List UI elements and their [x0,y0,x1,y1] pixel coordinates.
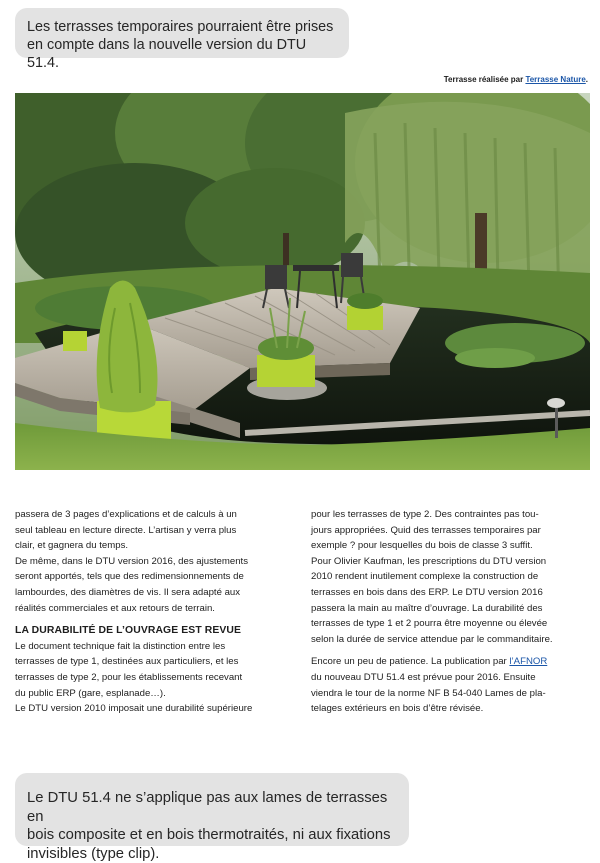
col-right-line: 2010 rendent inutilement complexe la construction de [311,569,591,585]
col-left-intro-line: clair, et gagnera du temps. [15,538,305,554]
col-right-line: passera la main au maître d’ouvrage. La durabilité des [311,601,591,617]
col-right-line: terrasses de type 1 et 2 pourra être moyenne ou élevée [311,616,591,632]
article-column-right [311,507,591,717]
col-left-body-line: Le DTU version 2010 imposait une durabilité supérieure [15,701,305,717]
caption-prefix: Terrasse réalisée par [444,75,526,84]
col-right-line: selon la durée de service attendue par le commanditaire. [311,632,591,648]
col-right-line: jours appropriées. Quid des terrasses temporaires par [311,523,591,539]
col-left-body-line: du public ERP (gare, esplanade…). [15,686,305,702]
section-heading-durabilite: LA DURABILITÉ DE L’OUVRAGE EST REVUE [15,623,305,639]
col-left-intro-line: De même, dans le DTU version 2016, des ajustements [15,554,305,570]
pull-quote-bottom-line-2: bois composite et en bois thermotraités, ni aux fixations [27,826,397,845]
col-left-body-line: terrasses de type 2, pour les établissements recevant [15,670,305,686]
paragraph-gap [311,647,591,654]
col-right-line: terrasses en bois dans des ERP. Le DTU version 2016 [311,585,591,601]
col-right-line: Pour Olivier Kaufman, les prescriptions du DTU version [311,554,591,570]
col-left-body-line: terrasses de type 1, destinées aux particuliers, et les [15,654,305,670]
pull-quote-top-line-2: en compte dans la nouvelle version du DTU 51.4. [27,36,337,72]
pull-quote-bottom-line-3: invisibles (type clip). [27,845,397,863]
photo-caption [444,75,588,84]
col-right-line: telages extérieurs en bois d’être révisée. [311,701,591,717]
photo-illustration [15,93,590,470]
afnor-line-prefix: Encore un peu de patience. La publication par [311,656,509,667]
pull-quote-bottom [15,773,409,846]
pull-quote-top-line-1: Les terrasses temporaires pourraient être prises [27,18,337,36]
garden-pond-terrace-photo [15,93,590,470]
col-right-afnor-line [311,654,591,670]
col-left-intro-line: seul tableau en lecture directe. L’artisan y verra plus [15,523,305,539]
col-right-line: exemple ? pour lesquelles du bois de classe 3 suffit. [311,538,591,554]
pull-quote-top [15,8,349,58]
pull-quote-bottom-line-1: Le DTU 51.4 ne s’applique pas aux lames de terrasses en [27,789,397,826]
col-left-intro-line: réalités commerciales et aux retours de terrain. [15,601,305,617]
article-column-left [15,507,305,717]
col-right-line: pour les terrasses de type 2. Des contraintes pas tou- [311,507,591,523]
col-left-intro-line: lambourdes, des diamètres de vis. Il sera adapté aux [15,585,305,601]
col-right-line: du nouveau DTU 51.4 est prévue pour 2016. Ensuite [311,670,591,686]
afnor-link[interactable]: l’AFNOR [509,656,547,667]
col-left-body-line: Le document technique fait la distinction entre les [15,639,305,655]
caption-suffix: . [586,75,588,84]
col-right-line: viendra le tour de la norme NF B 54-040 Lames de pla- [311,686,591,702]
caption-link-terrasse-nature[interactable]: Terrasse Nature [525,75,585,84]
col-left-intro-line: seront apportés, tels que des redimensionnements de [15,569,305,585]
col-left-intro-line: passera de 3 pages d’explications et de calculs à un [15,507,305,523]
